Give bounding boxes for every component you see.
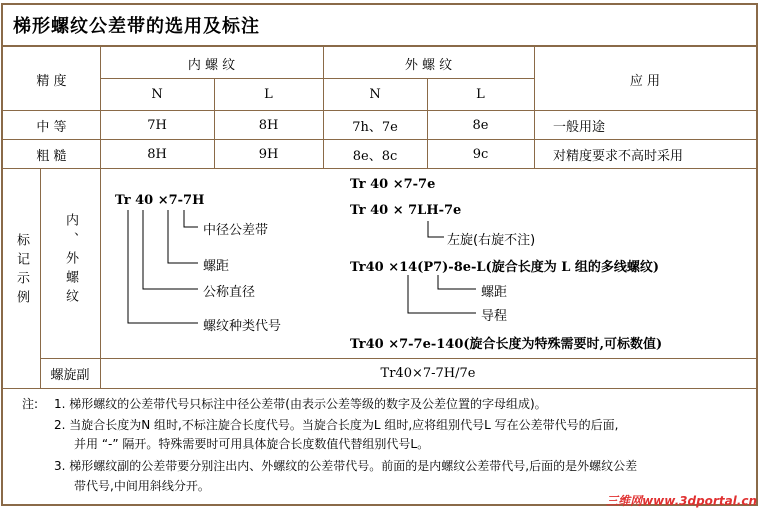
ext-line-2: Tr 40 × 7LH-7e bbox=[350, 203, 462, 218]
pair-label: 螺旋副 bbox=[50, 368, 90, 383]
header-in-N: N bbox=[151, 87, 163, 102]
row-medium-grade: 中 等 bbox=[36, 119, 67, 135]
row-coarse-in-N: 8H bbox=[147, 146, 167, 162]
ext-line-4: Tr40 ×7-7e-140(旋合长度为特殊需要时,可标数值) bbox=[350, 337, 663, 352]
row-medium-in-N: 7H bbox=[147, 117, 167, 133]
header-in-L: L bbox=[264, 87, 273, 102]
notes-prefix: 注: bbox=[22, 397, 39, 411]
row-coarse-in-L: 9H bbox=[258, 146, 279, 162]
note-pitch: 螺距 bbox=[203, 259, 230, 274]
note-lead: 导程 bbox=[481, 309, 508, 324]
note-left-hand: 左旋(右旋不注) bbox=[447, 233, 536, 248]
example-sub-label: 内、外螺纹 bbox=[63, 213, 78, 308]
note-3a: 3. 梯形螺纹副的公差带要分别注出内、外螺纹的公差带代号。前面的是内螺纹公差带代号,后面的是外螺纹公差 bbox=[54, 459, 638, 473]
header-application: 应 用 bbox=[629, 73, 661, 89]
pair-value: Tr40×7-7H/7e bbox=[380, 366, 476, 381]
note-pitch-diameter-tolerance: 中径公差带 bbox=[203, 223, 269, 238]
ext-line-1: Tr 40 ×7-7e bbox=[350, 177, 436, 192]
note-2b: 并用 “-” 隔开。特殊需要时可用具体旋合长度数值代替组别代号L。 bbox=[74, 437, 430, 451]
header-ex-N: N bbox=[369, 87, 381, 102]
row-coarse-ex-N: 8e、8c bbox=[352, 148, 398, 164]
internal-code: Tr 40 ×7-7H bbox=[115, 193, 205, 208]
example-label: 标记示例 bbox=[14, 233, 29, 309]
row-medium-in-L: 8H bbox=[258, 117, 279, 133]
row-medium-ex-L: 8e bbox=[472, 117, 489, 133]
row-coarse-ex-L: 9c bbox=[472, 146, 489, 162]
header-external: 外 螺 纹 bbox=[404, 57, 453, 73]
row-coarse-grade: 粗 糙 bbox=[36, 148, 67, 164]
note-3b: 带代号,中间用斜线分开。 bbox=[74, 479, 210, 493]
row-medium-use: 一般用途 bbox=[553, 119, 606, 135]
row-coarse-use: 对精度要求不高时采用 bbox=[553, 148, 684, 164]
note-nominal-diameter: 公称直径 bbox=[203, 285, 256, 300]
page-title: 梯形螺纹公差带的选用及标注 bbox=[13, 16, 260, 37]
row-medium-ex-N: 7h、7e bbox=[352, 119, 398, 135]
header-precision: 精 度 bbox=[36, 73, 67, 89]
header-ex-L: L bbox=[476, 87, 485, 102]
note-2a: 2. 当旋合长度为N 组时,不标注旋合长度代号。当旋合长度为L 组时,应将组别代号L 写在公差带代号的后面, bbox=[54, 418, 619, 432]
note-ext-pitch: 螺距 bbox=[481, 285, 508, 300]
watermark: 三维网www.3dportal.cn bbox=[606, 494, 757, 508]
note-thread-type-code: 螺纹种类代号 bbox=[203, 319, 282, 334]
ext-line-3: Tr40 ×14(P7)-8e-L(旋合长度为 L 组的多线螺纹) bbox=[350, 260, 660, 275]
note-1: 1. 梯形螺纹的公差带代号只标注中径公差带(由表示公差等级的数字及公差位置的字母组成)。 bbox=[54, 397, 547, 411]
header-internal: 内 螺 纹 bbox=[187, 57, 236, 73]
